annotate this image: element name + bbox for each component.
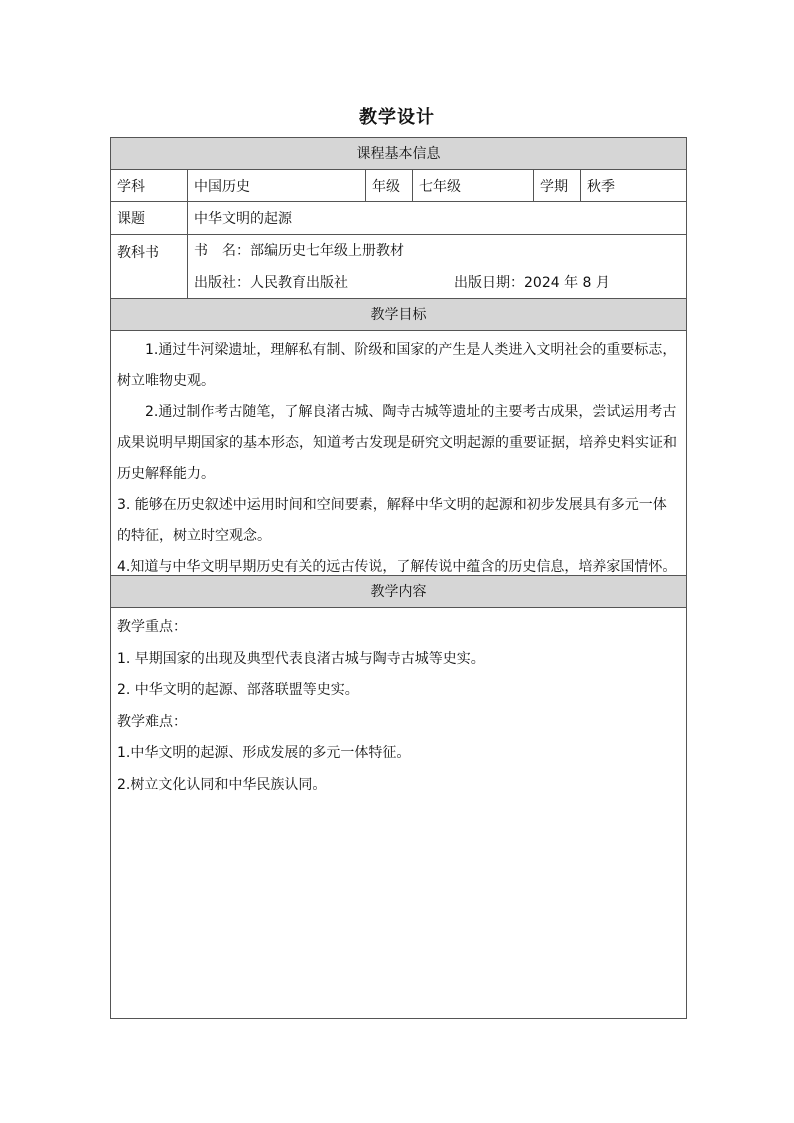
term-value: 秋季 bbox=[587, 178, 615, 195]
page-title: 教学设计 bbox=[359, 107, 435, 128]
topic-row bbox=[111, 202, 686, 235]
objective-item: 3. 能够在历史叙述中运用时间和空间要素，解释中华文明的起源和初步发展具有多元一体的特征，树立时空观念。 bbox=[117, 497, 667, 544]
difficult-points-label: 教学难点： bbox=[117, 713, 187, 730]
publisher: 出版社：人民教育出版社 bbox=[194, 275, 348, 291]
objectives-section bbox=[111, 331, 686, 576]
publisher-line bbox=[194, 267, 686, 299]
book-name: 书 名：部编历史七年级上册教材 bbox=[194, 243, 404, 259]
basic-info-header: 课程基本信息 bbox=[111, 138, 686, 170]
objectives-header: 教学目标 bbox=[111, 299, 686, 331]
grade-label: 年级 bbox=[366, 170, 413, 201]
subject-label: 学科 bbox=[111, 170, 188, 201]
objective-item: 4.知道与中华文明早期历史有关的远古传说，了解传说中蕴含的历史信息，培养家国情怀。 bbox=[117, 559, 677, 575]
textbook-details bbox=[188, 235, 686, 298]
difficult-point-item: 1.中华文明的起源、形成发展的多元一体特征。 bbox=[117, 745, 411, 761]
key-point-item: 1. 早期国家的出现及典型代表良渚古城与陶寺古城等史实。 bbox=[117, 650, 485, 667]
textbook-label: 教科书 bbox=[111, 235, 188, 298]
term-label: 学期 bbox=[534, 170, 581, 201]
difficult-point-item: 2.树立文化认同和中华民族认同。 bbox=[117, 776, 327, 793]
topic-label: 课题 bbox=[111, 202, 188, 234]
topic-value: 中华文明的起源 bbox=[194, 211, 292, 227]
grade-value: 七年级 bbox=[413, 170, 534, 201]
key-point-item: 2. 中华文明的起源、部落联盟等史实。 bbox=[117, 682, 359, 698]
objective-item: 2.通过制作考古随笔，了解良渚古城、陶寺古城等遗址的主要考古成果，尝试运用考古成果说明早期国家的基本形态，知道考古发现是研究文明起源的重要证据，培养史料实证和历史解释能力。 bbox=[117, 404, 677, 482]
content-header: 教学内容 bbox=[111, 576, 686, 608]
lesson-plan-table bbox=[110, 137, 687, 1019]
objective-item: 1.通过牛河梁遗址，理解私有制、阶级和国家的产生是人类进入文明社会的重要标志，树立唯物史观。 bbox=[117, 342, 677, 389]
content-section bbox=[111, 608, 686, 805]
key-points-label: 教学重点： bbox=[117, 619, 187, 635]
course-info-row bbox=[111, 170, 686, 202]
subject-value: 中国历史 bbox=[188, 170, 366, 201]
textbook-row bbox=[111, 235, 686, 299]
publish-date: 出版日期：2024 年 8 月 bbox=[454, 275, 610, 291]
